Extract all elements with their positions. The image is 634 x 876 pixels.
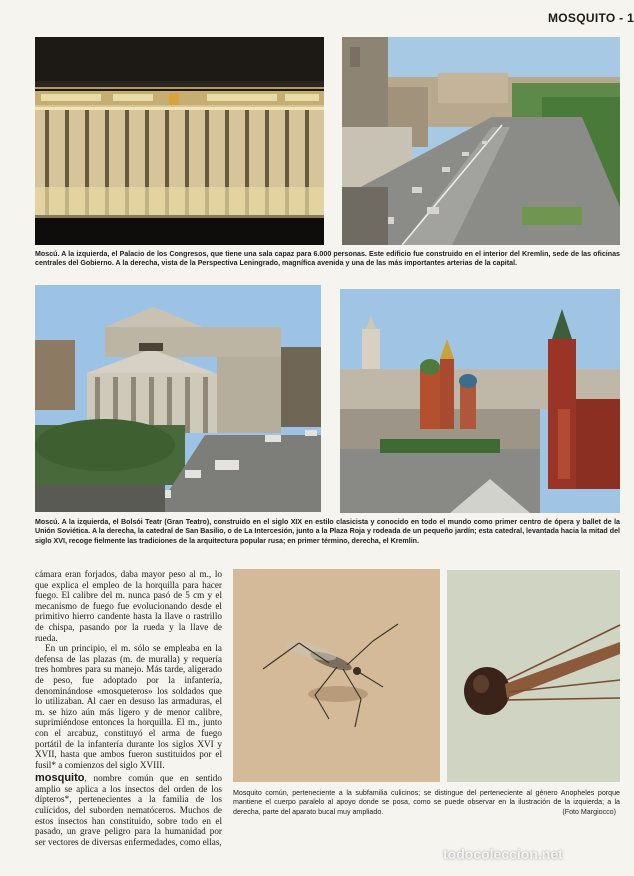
- photo-common-mosquito: [233, 569, 440, 782]
- paragraph-1: cámara eran forjados, daba mayor peso al m., lo que explica el empleo de la horquilla para hacer fuego. El calibre del m. nunca pasó de 5 cm y el mecanismo de fuego fue evolucionando desde el primitivo hierro candente hasta la llave o rastrillo de chispa, pasando por la rueda y la llave de rueda.: [35, 569, 222, 643]
- watermark: todocoleccion.net: [443, 846, 563, 862]
- caption-bottom: [233, 789, 620, 829]
- entry-definition: , nombre común que en sentido amplio se aplica a los insectos del orden de los dípteros*, pertenecientes a la familia de los culícidos, del suborden nematóceros. Muchos de estos insectos han constituido, sobre todo en el pasado, un grave peligro para la humanidad por ser vectores de diversas enfermedades, como ellas,: [35, 773, 222, 847]
- photo-leningrad-avenue: [342, 37, 620, 245]
- entry-term: mosquito: [35, 772, 85, 785]
- caption-bottom-text: Mosquito común, perteneciente a la subfamilia culicinos; se distingue del perteneciente al género Anopheles porque mantiene el cuerpo paralelo al apoyo donde se posa, como se puede observar en la ilustración de la izquierda; a la derecha, parte del aparato bucal muy ampliado.: [233, 789, 620, 816]
- caption-middle: Moscú. A la izquierda, el Bolsói Teatr (Gran Teatro), construido en el siglo XIX en estilo clasicista y conocido en todo el mundo como primer centro de ópera y ballet de la Unión Soviética. A la derecha, la catedral de San Basilio, o de La Intercesión, junto a la Plaza Roja y rodeada de un pequeño jardín; esta catedral, levantada hacia la mitad del siglo XVI, recoge fielmente las tradiciones de la arquitectura popular rusa; en primer término, derecha, el Kremlin.: [35, 518, 620, 545]
- article-column: [35, 569, 222, 849]
- photo-st-basils-cathedral: [340, 289, 620, 513]
- photo-palace-of-congresses: [35, 37, 324, 245]
- caption-top: Moscú. A la izquierda, el Palacio de los Congresos, que tiene una sala capaz para 6.000 personas. Este edificio fue construido en el interior del Kremlin, sede de las oficinas centrales del Gobierno. A la derecha, vista de la Perspectiva Leningrado, magnífica avenida y una de las más importantes arterias de la capital.: [35, 250, 620, 268]
- entry-mosquito: [35, 773, 222, 847]
- paragraph-2: En un principio, el m. sólo se empleaba en la defensa de las plazas (m. de muralla) y requería tres hombres para su manejo. Más tarde, aligerado de peso, fue adoptado por la infantería, denominándose «mosqueteros» los soldados que lo utilizaban. Al caer en desuso las armaduras, el m. se hizo aún más ligero y de menor calibre, suprimiéndose entonces la horquilla. El m., junto con el arcabuz, constituyó el arma de fuego portátil de la infantería durante los siglos XVI y XVII, hasta que ambos fueron sustituidos por el fusil* a comienzos del siglo XVIII.: [35, 643, 222, 770]
- photo-mouthparts-magnified: [447, 570, 620, 782]
- photo-credit: (Foto Margiocco): [562, 807, 616, 816]
- running-head: MOSQUITO - 1: [548, 11, 634, 25]
- photo-bolshoi-theatre: [35, 285, 321, 512]
